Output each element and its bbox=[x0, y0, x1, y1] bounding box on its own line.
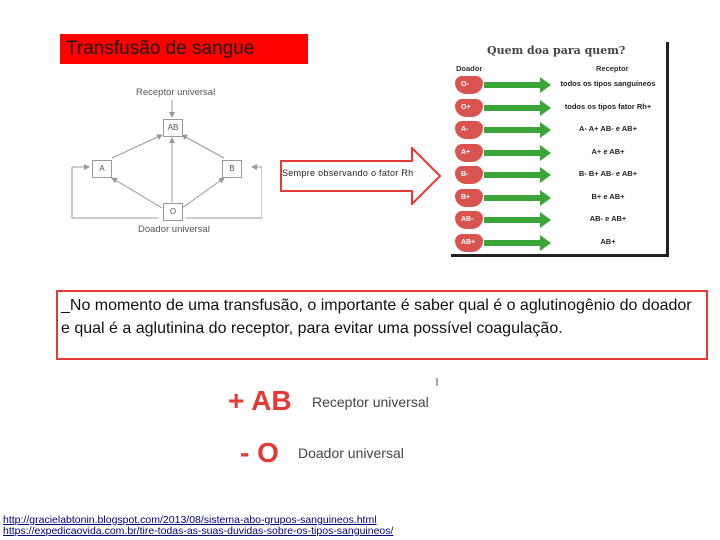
blood-type-heart: AB+ bbox=[455, 234, 483, 252]
blood-type-heart: O- bbox=[455, 76, 483, 94]
node-a: A bbox=[92, 160, 112, 178]
receiver-text: AB- e AB+ bbox=[589, 214, 627, 223]
green-arrow-icon bbox=[484, 188, 552, 208]
green-arrow-icon bbox=[484, 165, 552, 185]
blood-type-heart: O+ bbox=[455, 99, 483, 117]
source-link-2[interactable]: https://expedicaovida.com.br/tire-todas-as-suas-duvidas-sobre-os-tipos-sanguineos/ bbox=[3, 525, 394, 537]
node-ab: AB bbox=[163, 119, 183, 137]
receptor-symbol: + AB bbox=[228, 385, 292, 416]
receiver-text: A+ e AB+ bbox=[591, 146, 625, 156]
green-arrow-icon bbox=[484, 120, 552, 140]
col-donor-header: Doador bbox=[456, 64, 483, 73]
green-arrow-icon bbox=[484, 143, 552, 163]
table-title: Quem doa para quem? bbox=[487, 44, 626, 57]
blood-type-heart: B+ bbox=[455, 189, 483, 207]
blood-type-heart: B- bbox=[455, 166, 483, 184]
table-row bbox=[451, 233, 666, 255]
green-arrow-icon bbox=[484, 233, 552, 253]
slide-title: Transfusão de sangue bbox=[60, 34, 308, 64]
universal-image bbox=[228, 378, 443, 474]
table-row bbox=[451, 188, 666, 210]
table-row bbox=[451, 143, 666, 165]
receiver-text: A- A+ AB- e AB+ bbox=[579, 124, 637, 133]
diagram-bottom-label: Doador universal bbox=[138, 224, 210, 235]
table-row bbox=[451, 75, 666, 97]
source-link-1[interactable]: http://gracielabtonin.blogspot.com/2013/08/sistema-abo-grupos-sanguineos.html bbox=[3, 514, 377, 526]
receiver-text: B- B+ AB- e AB+ bbox=[578, 169, 638, 178]
receiver-text: B+ e AB+ bbox=[591, 191, 625, 201]
donation-table bbox=[451, 42, 669, 257]
diagram-top-label: Receptor universal bbox=[136, 87, 216, 98]
blood-type-heart: AB- bbox=[455, 211, 483, 229]
col-receiver-header: Receptor bbox=[596, 64, 629, 73]
receptor-label: Receptor universal bbox=[312, 394, 429, 410]
green-arrow-icon bbox=[484, 75, 552, 95]
donor-label: Doador universal bbox=[298, 445, 404, 461]
table-row bbox=[451, 165, 666, 187]
image-edge-mark bbox=[436, 378, 438, 386]
green-arrow-icon bbox=[484, 98, 552, 118]
green-arrow-icon bbox=[484, 210, 552, 230]
receiver-text: todos os tipos sanguíneos bbox=[560, 79, 656, 88]
table-row bbox=[451, 98, 666, 120]
blood-type-heart: A+ bbox=[455, 144, 483, 162]
table-row bbox=[451, 120, 666, 142]
source-links bbox=[3, 515, 393, 537]
arrow-text: Sempre observando o fator Rh bbox=[282, 168, 414, 178]
receiver-text: AB+ bbox=[600, 236, 616, 246]
receiver-text: todos os tipos fator Rh+ bbox=[564, 101, 652, 111]
blood-type-heart: A- bbox=[455, 121, 483, 139]
table-row bbox=[451, 210, 666, 232]
abo-diagram bbox=[62, 80, 262, 245]
explanation-text: _No momento de uma transfusão, o importante é saber qual é o aglutinogênio do doador e qual é a aglutinina do receptor, para evitar uma possível coagulação. bbox=[56, 290, 708, 360]
donor-symbol: - O bbox=[240, 437, 279, 468]
node-b: B bbox=[222, 160, 242, 178]
node-o: O bbox=[163, 203, 183, 221]
